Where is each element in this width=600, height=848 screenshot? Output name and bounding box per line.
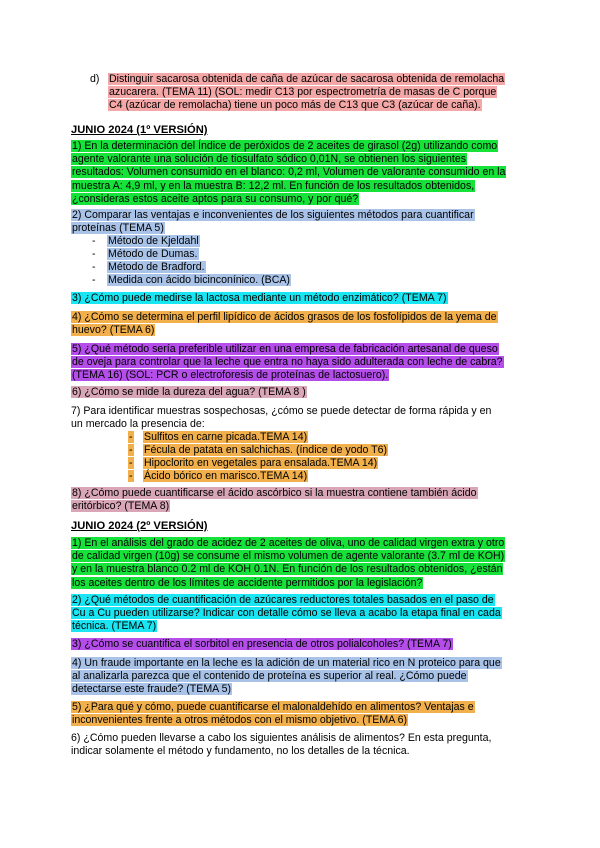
s1-question-5: 5) ¿Qué método sería preferible utilizar en una empresa de fabricación artesanal de queso de oveja para controlar que la leche que entra no haya sido adulterada con leche de cabra? (TEMA 16) (SOL: PCR o electroforesis de proteínas de lactosuero). — [72, 343, 503, 382]
section2-heading: JUNIO 2024 (2º VERSIÓN) — [71, 520, 208, 532]
s1-question-2: 2) Comparar las ventajas e inconvenientes de los siguientes métodos para cuantificar proteínas (TEMA 5) — [72, 209, 474, 235]
s2-question-2: 2) ¿Qué métodos de cuantificación de azúcares reductores totales basados en el paso de Cu a Cu pueden utilizarse? Indicar con detalle cómo se lleva a acabo la etapa final en cada técnica. (TEMA 7) — [72, 594, 501, 633]
section1-heading: JUNIO 2024 (1º VERSIÓN) — [71, 124, 208, 136]
list-item: Sulfitos en carne picada.TEMA 14) — [144, 431, 308, 443]
intro-text: Distinguir sacarosa obtenida de caña de azúcar de sacarosa obtenida de remolacha azucarera. (TEMA 11) (SOL: medir C13 por espectrometría de masas de C porque C4 (azúcar de remolacha) tiene un poco más de C13 que C3 (azúcar de caña). — [109, 73, 505, 112]
intro-label: d) — [90, 73, 100, 85]
s1-question-6: 6) ¿Cómo se mide la dureza del agua? (TEMA 8 ) — [72, 386, 306, 398]
s1-question-8: 8) ¿Cómo puede cuantificarse el ácido ascórbico si la muestra contiene también ácido eritórbico? (TEMA 8) — [72, 487, 477, 513]
list-item: Fécula de patata en salchichas. (índice de yodo T6) — [144, 444, 388, 456]
list-item: Ácido bórico en marisco.TEMA 14) — [144, 470, 308, 482]
s1-question-1: 1) En la determinación del Índice de peróxidos de 2 aceites de girasol (2g) utilizando como agente valorante una solución de tiosulfato sódico 0,01N, se obtienen los siguientes resultados: Volumen consumido en el blanco: 0,2 ml, Volumen de valorante consumido en la muestra A: 4,9 ml, y en la muestra B: 12,2 ml. En función de los resultados obtenidos, ¿consideras estos aceite aptos para su consumo, y por qué? — [72, 140, 506, 205]
s2-question-3: 3) ¿Cómo se cuantifica el sorbitol en presencia de otros polialcoholes? (TEMA 7) — [72, 638, 452, 650]
list-item: Medida con ácido bicinconínico. (BCA) — [108, 274, 290, 286]
s1-question-4: 4) ¿Cómo se determina el perfil lipídico de ácidos grasos de los fosfolípidos de la yema de huevo? (TEMA 6) — [72, 311, 497, 337]
document-page: d) Distinguir sacarosa obtenida de caña de azúcar de sacarosa obtenida de remolacha azucarera. (TEMA 11) (SOL: medir C13 por espectrometría de masas de C porque C4 (azúcar de remolacha) tiene un poco más de C13 que C3 (azúcar de caña). JUNIO 2024 (1º VERSIÓN) 1) En la determinación del Índice de peróxidos de 2 aceites de girasol (2g) utilizando como agente valorante una solución de tiosulfato sódico 0,01N, se obtienen los siguientes resultados: Volumen consumido en el blanco: 0,2 ml, Volumen de valorante consumido en la muestra A: 4,9 ml, y en la muestra B: 12,2 ml. En función de los resultados obtenidos, ¿consideras estos aceite aptos para su consumo, y por qué? 2) Comparar las ventajas e inconvenientes de los siguientes métodos para cuantificar proteínas (TEMA 5) - Método de Kjeldahl - Método de Dumas. - Método de Bradford. - Medida con ácido bicinconínico. (BCA) 3) ¿Cómo puede medirse la lactosa mediante un método enzimático? (TEMA 7) 4) ¿Cómo se determina el perfil lipídico de ácidos grasos de los fosfolípidos de la yema de huevo? (TEMA 6) 5) ¿Qué método sería preferible utilizar en una empresa de fabricación artesanal de queso de oveja para controlar que la leche que entra no haya sido adulterada con leche de cabra? (TEMA 16) (SOL: PCR o electroforesis de proteínas de lactosuero). 6) ¿Cómo se mide la dureza del agua? (TEMA 8 ) 7) Para identificar muestras sospechosas, ¿cómo se puede detectar de forma rápida y en un mercado la presencia de: - Sulfitos en carne picada.TEMA 14) - Fécula de patata en salchichas. (índice de yodo T6) - Hipoclorito en vegetales para ensalada.TEMA 14) - Ácido bórico en marisco.TEMA 14) 8) ¿Cómo puede cuantificarse el ácido ascórbico si la muestra contiene también ácido eritórbico? (TEMA 8) JUNIO 2024 (2º VERSIÓN) 1) En el análisis del grado de acidez de 2 aceites de oliva, uno de calidad virgen extra y otro de calidad virgen (10g) se consume el mismo volumen de agente valorante (3.7 ml de KOH) y en la muestra blanco 0.2 ml de KOH 0.1N. En función de los resultados obtenidos, ¿están los aceites dentro de los límites de accidente permitidos por la legislación? 2) ¿Qué métodos de cuantificación de azúcares reductores totales basados en el paso de Cu a Cu pueden utilizarse? Indicar con detalle cómo se lleva a acabo la etapa final en cada técnica. (TEMA 7) 3) ¿Cómo se cuantifica el sorbitol en presencia de otros polialcoholes? (TEMA 7) 4) Un fraude importante en la leche es la adición de un material rico en N proteico para que al analizarla parezca que el contenido de proteína es superior al real. ¿Cómo puede detectarse este fraude? (TEMA 5) 5) ¿Para qué y cómo, puede cuantificarse el malonaldehído en alimentos? Ventajas e inconvenientes frente a otros métodos con el mismo objetivo. (TEMA 6) 6) ¿Cómo pueden llevarse a cabo los siguientes análisis de alimentos? En esta pregunta, indicar solamente el método y fundamento, no los detalles de la técnica. — [0, 0, 600, 848]
list-item: Método de Bradford. — [108, 261, 205, 273]
list-item: Hipoclorito en vegetales para ensalada.TEMA 14) — [144, 457, 378, 469]
s2-question-4: 4) Un fraude importante en la leche es la adición de un material rico en N proteico para que al analizarla parezca que el contenido de proteína es superior al real. ¿Cómo puede detectarse este fraude? (TEMA 5) — [72, 657, 501, 696]
s2-question-1: 1) En el análisis del grado de acidez de 2 aceites de oliva, uno de calidad virgen extra y otro de calidad virgen (10g) se consume el mismo volumen de agente valorante (3.7 ml de KOH) y en la muestra blanco 0.2 ml de KOH 0.1N. En función de los resultados obtenidos, ¿están los aceites dentro de los límites de accidente permitidos por la legislación? — [72, 537, 505, 589]
list-item: Método de Dumas. — [108, 248, 198, 260]
s2-question-6: 6) ¿Cómo pueden llevarse a cabo los siguientes análisis de alimentos? En esta pregunta, indicar solamente el método y fundamento, no los detalles de la técnica. — [71, 732, 492, 758]
s1-question-7: 7) Para identificar muestras sospechosas, ¿cómo se puede detectar de forma rápida y en un mercado la presencia de: — [71, 405, 492, 431]
s1-question-3: 3) ¿Cómo puede medirse la lactosa mediante un método enzimático? (TEMA 7) — [72, 292, 447, 304]
list-item: Método de Kjeldahl — [108, 235, 199, 247]
s2-question-5: 5) ¿Para qué y cómo, puede cuantificarse el malonaldehído en alimentos? Ventajas e inconvenientes frente a otros métodos con el mismo objetivo. (TEMA 6) — [72, 701, 474, 727]
